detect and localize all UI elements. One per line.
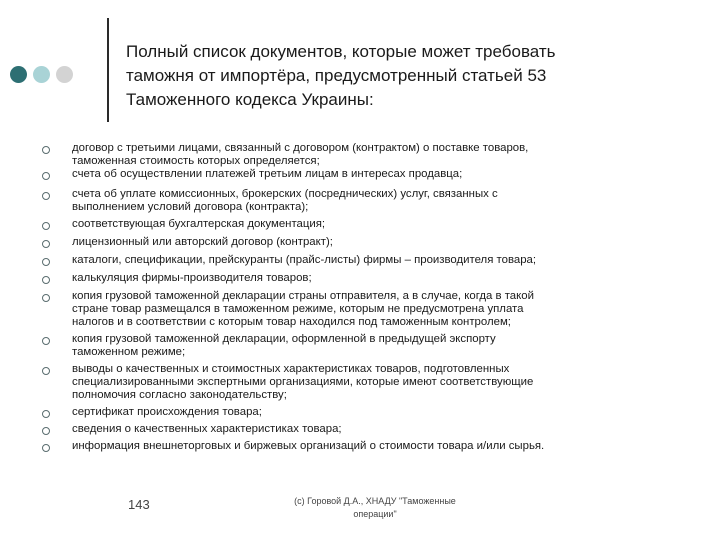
bullet-icon: [42, 240, 50, 248]
list-item-text: соответствующая бухгалтерская документация;: [72, 218, 326, 230]
footer-line: (с) Горовой Д.А., ХНАДУ "Таможенные: [294, 496, 456, 506]
list-item-text: информация внешнеторговых и биржевых организаций о стоимости товара и/или сырья.: [72, 440, 545, 452]
page-number: 143: [128, 497, 150, 512]
footer-credit: [270, 495, 480, 521]
bullet-icon: [42, 367, 50, 375]
list-item-text: выводы о качественных и стоимостных характеристиках товаров, подготовленных: [72, 363, 510, 375]
bullet-icon: [42, 192, 50, 200]
list-item-text: специализированными экспертными организациями, которые имеют соответствующие: [72, 376, 534, 388]
bullet-icon: [42, 410, 50, 418]
list-item-text: таможенная стоимость которых определяется;: [72, 155, 320, 167]
list-item-text: выполнением условий договора (контракта);: [72, 201, 309, 213]
bullet-icon: [42, 294, 50, 302]
list-item-text: таможенном режиме;: [72, 346, 186, 358]
list-item-text: договор с третьими лицами, связанный с договором (контрактом) о поставке товаров,: [72, 142, 529, 154]
list-item-text: лицензионный или авторский договор (контракт);: [72, 236, 333, 248]
list-item-text: калькуляция фирмы-производителя товаров;: [72, 272, 312, 284]
list-item-text: налогов и в соответствии с которым товар находился под таможенным контролем;: [72, 316, 511, 328]
title-line: Полный список документов, которые может требовать: [126, 42, 556, 61]
list-item-text: полномочия согласно законодательству;: [72, 389, 287, 401]
list-item-text: счета об уплате комиссионных, брокерских (посреднических) услуг, связанных с: [72, 188, 498, 200]
list-item-text: счета об осуществлении платежей третьим лицам в интересах продавца;: [72, 168, 463, 180]
bullet-icon: [42, 258, 50, 266]
bullet-icon: [42, 427, 50, 435]
list-item-text: копия грузовой таможенной декларации, оформленной в предыдущей экспорту: [72, 333, 496, 345]
footer-line: операции": [353, 509, 397, 519]
bullet-icon: [42, 172, 50, 180]
list-item-text: сведения о качественных характеристиках товара;: [72, 423, 342, 435]
bullet-icon: [42, 337, 50, 345]
list-item-text: копия грузовой таможенной декларации страны отправителя, а в случае, когда в такой: [72, 290, 534, 302]
bullet-icon: [42, 222, 50, 230]
title-line: Таможенного кодекса Украины:: [126, 90, 374, 109]
list-item-text: каталоги, спецификации, прейскуранты (прайс-листы) фирмы – производителя товара;: [72, 254, 537, 266]
bullet-icon: [42, 276, 50, 284]
bullet-icon: [42, 146, 50, 154]
list-item-text: стране товар размещался в таможенном режиме, которым не предусмотрена уплата: [72, 303, 524, 315]
title-line: таможня от импортёра, предусмотренный статьей 53: [126, 66, 547, 85]
list-item-text: сертификат происхождения товара;: [72, 406, 262, 418]
bullet-icon: [42, 444, 50, 452]
